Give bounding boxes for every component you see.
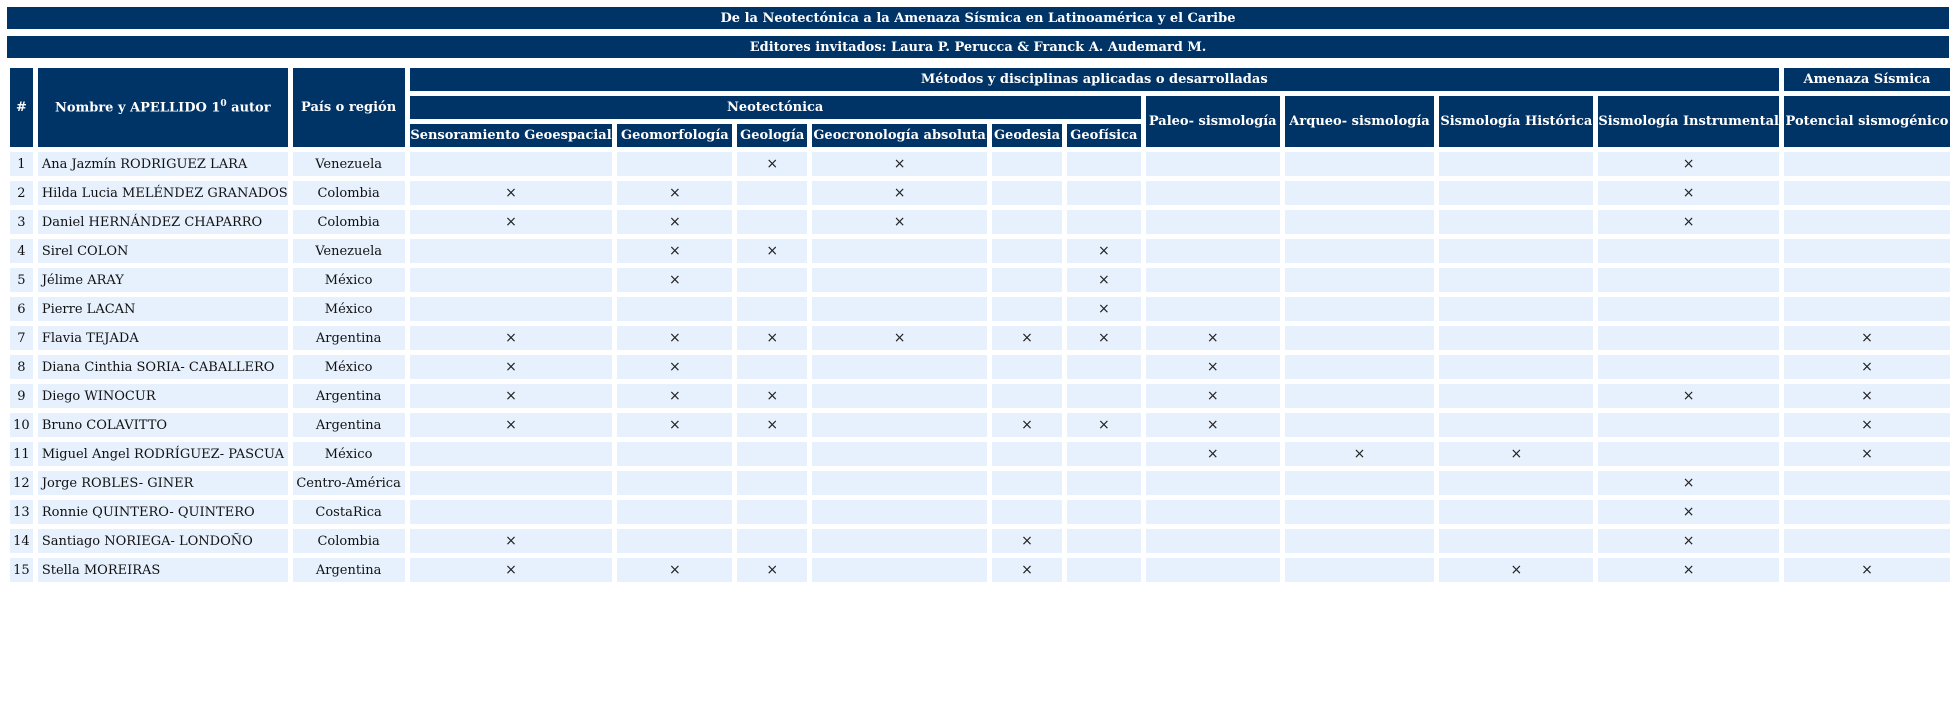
empty-cell bbox=[992, 268, 1062, 292]
table-row bbox=[10, 500, 1950, 524]
check-mark-icon: × bbox=[1067, 326, 1141, 350]
row-number: 14 bbox=[10, 529, 33, 553]
check-mark-icon: × bbox=[1146, 326, 1280, 350]
check-mark-icon: × bbox=[737, 384, 807, 408]
check-mark-icon: × bbox=[617, 558, 732, 582]
empty-cell bbox=[1439, 152, 1593, 176]
empty-cell bbox=[1067, 529, 1141, 553]
check-mark-icon: × bbox=[1067, 297, 1141, 321]
empty-cell bbox=[1598, 239, 1779, 263]
empty-cell bbox=[1285, 239, 1435, 263]
table-row bbox=[10, 326, 1950, 350]
empty-cell bbox=[617, 442, 732, 466]
check-mark-icon: × bbox=[1784, 442, 1950, 466]
header-author-suffix: autor bbox=[226, 100, 271, 116]
empty-cell bbox=[812, 529, 987, 553]
empty-cell bbox=[1067, 500, 1141, 524]
empty-cell bbox=[992, 181, 1062, 205]
check-mark-icon: × bbox=[1439, 558, 1593, 582]
check-mark-icon: × bbox=[617, 239, 732, 263]
check-mark-icon: × bbox=[1598, 471, 1779, 495]
check-mark-icon: × bbox=[1784, 384, 1950, 408]
empty-cell bbox=[992, 210, 1062, 234]
table-row bbox=[10, 297, 1950, 321]
author-country: Colombia bbox=[293, 210, 405, 234]
empty-cell bbox=[1439, 384, 1593, 408]
empty-cell bbox=[1285, 529, 1435, 553]
row-number: 2 bbox=[10, 181, 33, 205]
check-mark-icon: × bbox=[410, 529, 613, 553]
empty-cell bbox=[1784, 181, 1950, 205]
empty-cell bbox=[410, 471, 613, 495]
check-mark-icon: × bbox=[1067, 239, 1141, 263]
check-mark-icon: × bbox=[1784, 355, 1950, 379]
empty-cell bbox=[1146, 471, 1280, 495]
empty-cell bbox=[1285, 413, 1435, 437]
author-name: Ana Jazmín RODRIGUEZ LARA bbox=[38, 152, 288, 176]
row-number: 7 bbox=[10, 326, 33, 350]
empty-cell bbox=[1285, 558, 1435, 582]
check-mark-icon: × bbox=[812, 152, 987, 176]
author-country: Colombia bbox=[293, 181, 405, 205]
check-mark-icon: × bbox=[410, 210, 613, 234]
empty-cell bbox=[992, 297, 1062, 321]
empty-cell bbox=[1598, 355, 1779, 379]
empty-cell bbox=[1285, 326, 1435, 350]
check-mark-icon: × bbox=[1146, 442, 1280, 466]
empty-cell bbox=[1598, 297, 1779, 321]
empty-cell bbox=[1439, 529, 1593, 553]
author-name: Jorge ROBLES- GINER bbox=[38, 471, 288, 495]
empty-cell bbox=[1146, 152, 1280, 176]
empty-cell bbox=[1285, 355, 1435, 379]
empty-cell bbox=[992, 442, 1062, 466]
check-mark-icon: × bbox=[992, 529, 1062, 553]
empty-cell bbox=[812, 355, 987, 379]
check-mark-icon: × bbox=[1439, 442, 1593, 466]
author-name: Sirel COLON bbox=[38, 239, 288, 263]
empty-cell bbox=[1598, 442, 1779, 466]
author-country: Centro-América bbox=[293, 471, 405, 495]
row-number: 5 bbox=[10, 268, 33, 292]
table-row bbox=[10, 442, 1950, 466]
check-mark-icon: × bbox=[617, 413, 732, 437]
author-country: Venezuela bbox=[293, 152, 405, 176]
row-number: 10 bbox=[10, 413, 33, 437]
empty-cell bbox=[617, 500, 732, 524]
row-number: 6 bbox=[10, 297, 33, 321]
header-col-2: Geomorfología bbox=[617, 124, 732, 147]
empty-cell bbox=[812, 297, 987, 321]
empty-cell bbox=[1067, 384, 1141, 408]
empty-cell bbox=[1784, 500, 1950, 524]
empty-cell bbox=[1146, 558, 1280, 582]
empty-cell bbox=[1439, 500, 1593, 524]
check-mark-icon: × bbox=[1067, 268, 1141, 292]
empty-cell bbox=[737, 268, 807, 292]
table-row bbox=[10, 239, 1950, 263]
empty-cell bbox=[737, 210, 807, 234]
row-number: 15 bbox=[10, 558, 33, 582]
check-mark-icon: × bbox=[1598, 152, 1779, 176]
author-country: México bbox=[293, 442, 405, 466]
empty-cell bbox=[1784, 239, 1950, 263]
empty-cell bbox=[410, 500, 613, 524]
check-mark-icon: × bbox=[1598, 384, 1779, 408]
header-col-1: Sensoramiento Geoespacial bbox=[410, 124, 613, 147]
empty-cell bbox=[1285, 268, 1435, 292]
check-mark-icon: × bbox=[410, 326, 613, 350]
empty-cell bbox=[737, 471, 807, 495]
empty-cell bbox=[1598, 326, 1779, 350]
author-name: Bruno COLAVITTO bbox=[38, 413, 288, 437]
empty-cell bbox=[617, 297, 732, 321]
empty-cell bbox=[1285, 210, 1435, 234]
check-mark-icon: × bbox=[1598, 500, 1779, 524]
empty-cell bbox=[1285, 384, 1435, 408]
author-country: Argentina bbox=[293, 384, 405, 408]
check-mark-icon: × bbox=[1146, 413, 1280, 437]
check-mark-icon: × bbox=[1598, 558, 1779, 582]
empty-cell bbox=[1439, 355, 1593, 379]
author-country: Venezuela bbox=[293, 239, 405, 263]
row-number: 8 bbox=[10, 355, 33, 379]
empty-cell bbox=[737, 181, 807, 205]
check-mark-icon: × bbox=[1784, 558, 1950, 582]
empty-cell bbox=[1067, 181, 1141, 205]
empty-cell bbox=[617, 152, 732, 176]
empty-cell bbox=[1146, 268, 1280, 292]
empty-cell bbox=[992, 471, 1062, 495]
check-mark-icon: × bbox=[410, 181, 613, 205]
check-mark-icon: × bbox=[617, 181, 732, 205]
empty-cell bbox=[812, 442, 987, 466]
empty-cell bbox=[812, 239, 987, 263]
check-mark-icon: × bbox=[617, 210, 732, 234]
row-number: 3 bbox=[10, 210, 33, 234]
empty-cell bbox=[410, 239, 613, 263]
empty-cell bbox=[812, 500, 987, 524]
table-row bbox=[10, 558, 1950, 582]
header-col-3: Geología bbox=[737, 124, 807, 147]
check-mark-icon: × bbox=[737, 558, 807, 582]
author-name: Daniel HERNÁNDEZ CHAPARRO bbox=[38, 210, 288, 234]
table-row bbox=[10, 355, 1950, 379]
header-country: País o región bbox=[293, 68, 405, 147]
empty-cell bbox=[1146, 210, 1280, 234]
check-mark-icon: × bbox=[1146, 355, 1280, 379]
empty-cell bbox=[1439, 181, 1593, 205]
table-row bbox=[10, 471, 1950, 495]
empty-cell bbox=[1285, 297, 1435, 321]
check-mark-icon: × bbox=[812, 181, 987, 205]
check-mark-icon: × bbox=[617, 326, 732, 350]
author-country: Argentina bbox=[293, 558, 405, 582]
empty-cell bbox=[812, 268, 987, 292]
empty-cell bbox=[410, 152, 613, 176]
empty-cell bbox=[1439, 210, 1593, 234]
author-country: Argentina bbox=[293, 413, 405, 437]
author-name: Stella MOREIRAS bbox=[38, 558, 288, 582]
header-col-5: Geodesia bbox=[992, 124, 1062, 147]
empty-cell bbox=[1285, 471, 1435, 495]
empty-cell bbox=[992, 239, 1062, 263]
empty-cell bbox=[1439, 413, 1593, 437]
header-col-4: Geocronología absoluta bbox=[812, 124, 987, 147]
empty-cell bbox=[992, 500, 1062, 524]
empty-cell bbox=[812, 471, 987, 495]
empty-cell bbox=[1784, 210, 1950, 234]
empty-cell bbox=[812, 384, 987, 408]
empty-cell bbox=[1067, 558, 1141, 582]
empty-cell bbox=[1439, 326, 1593, 350]
authors-methods-table bbox=[5, 63, 1955, 587]
author-name: Ronnie QUINTERO- QUINTERO bbox=[38, 500, 288, 524]
check-mark-icon: × bbox=[1146, 384, 1280, 408]
empty-cell bbox=[992, 152, 1062, 176]
author-country: CostaRica bbox=[293, 500, 405, 524]
table-row bbox=[10, 413, 1950, 437]
check-mark-icon: × bbox=[617, 384, 732, 408]
author-name: Hilda Lucia MELÉNDEZ GRANADOS bbox=[38, 181, 288, 205]
header-author-label: Nombre y APELLIDO 1 bbox=[54, 100, 221, 116]
empty-cell bbox=[1784, 471, 1950, 495]
empty-cell bbox=[617, 471, 732, 495]
check-mark-icon: × bbox=[737, 239, 807, 263]
table-row bbox=[10, 384, 1950, 408]
table-body bbox=[10, 152, 1950, 582]
empty-cell bbox=[1067, 442, 1141, 466]
empty-cell bbox=[1784, 152, 1950, 176]
row-number: 11 bbox=[10, 442, 33, 466]
check-mark-icon: × bbox=[992, 326, 1062, 350]
empty-cell bbox=[1784, 529, 1950, 553]
author-name: Jélime ARAY bbox=[38, 268, 288, 292]
editors-banner: Editores invitados: Laura P. Perucca & Franck A. Audemard M. bbox=[7, 36, 1949, 58]
empty-cell bbox=[992, 384, 1062, 408]
author-name: Pierre LACAN bbox=[38, 297, 288, 321]
empty-cell bbox=[737, 355, 807, 379]
check-mark-icon: × bbox=[737, 152, 807, 176]
check-mark-icon: × bbox=[812, 210, 987, 234]
empty-cell bbox=[992, 355, 1062, 379]
header-col-11: Potencial sismogénico bbox=[1784, 96, 1950, 147]
header-col-9: Sismología Histórica bbox=[1439, 96, 1593, 147]
check-mark-icon: × bbox=[410, 413, 613, 437]
header-number: # bbox=[10, 68, 33, 147]
header-col-7: Paleo- sismología bbox=[1146, 96, 1280, 147]
header-threat: Amenaza Sísmica bbox=[1784, 68, 1950, 91]
row-number: 12 bbox=[10, 471, 33, 495]
check-mark-icon: × bbox=[737, 326, 807, 350]
empty-cell bbox=[1067, 152, 1141, 176]
empty-cell bbox=[410, 297, 613, 321]
empty-cell bbox=[1067, 355, 1141, 379]
empty-cell bbox=[737, 297, 807, 321]
author-country: México bbox=[293, 355, 405, 379]
author-name: Miguel Angel RODRÍGUEZ- PASCUA bbox=[38, 442, 288, 466]
empty-cell bbox=[737, 529, 807, 553]
empty-cell bbox=[1598, 268, 1779, 292]
empty-cell bbox=[737, 500, 807, 524]
page-title: De la Neotectónica a la Amenaza Sísmica en Latinoamérica y el Caribe bbox=[7, 7, 1949, 29]
header-neotectonica: Neotectónica bbox=[410, 96, 1141, 119]
check-mark-icon: × bbox=[1784, 413, 1950, 437]
author-country: Argentina bbox=[293, 326, 405, 350]
header-author bbox=[38, 68, 288, 147]
empty-cell bbox=[1146, 500, 1280, 524]
author-name: Diana Cinthia SORIA- CABALLERO bbox=[38, 355, 288, 379]
check-mark-icon: × bbox=[1598, 181, 1779, 205]
empty-cell bbox=[1784, 297, 1950, 321]
empty-cell bbox=[812, 558, 987, 582]
empty-cell bbox=[1067, 471, 1141, 495]
empty-cell bbox=[1784, 268, 1950, 292]
check-mark-icon: × bbox=[617, 268, 732, 292]
header-col-6: Geofísica bbox=[1067, 124, 1141, 147]
table-row bbox=[10, 152, 1950, 176]
empty-cell bbox=[1439, 471, 1593, 495]
check-mark-icon: × bbox=[410, 558, 613, 582]
row-number: 1 bbox=[10, 152, 33, 176]
check-mark-icon: × bbox=[410, 384, 613, 408]
header-col-8: Arqueo- sismología bbox=[1285, 96, 1435, 147]
author-country: México bbox=[293, 268, 405, 292]
empty-cell bbox=[737, 442, 807, 466]
empty-cell bbox=[1146, 529, 1280, 553]
empty-cell bbox=[1285, 500, 1435, 524]
empty-cell bbox=[1439, 239, 1593, 263]
empty-cell bbox=[1146, 181, 1280, 205]
empty-cell bbox=[617, 529, 732, 553]
row-number: 9 bbox=[10, 384, 33, 408]
header-author-sup: 0 bbox=[220, 99, 227, 110]
author-name: Santiago NORIEGA- LONDOÑO bbox=[38, 529, 288, 553]
check-mark-icon: × bbox=[992, 413, 1062, 437]
table-row bbox=[10, 181, 1950, 205]
row-number: 13 bbox=[10, 500, 33, 524]
check-mark-icon: × bbox=[410, 355, 613, 379]
table-row bbox=[10, 268, 1950, 292]
check-mark-icon: × bbox=[1285, 442, 1435, 466]
empty-cell bbox=[1439, 297, 1593, 321]
empty-cell bbox=[812, 413, 987, 437]
check-mark-icon: × bbox=[1598, 529, 1779, 553]
check-mark-icon: × bbox=[617, 355, 732, 379]
check-mark-icon: × bbox=[992, 558, 1062, 582]
check-mark-icon: × bbox=[812, 326, 987, 350]
empty-cell bbox=[1146, 297, 1280, 321]
empty-cell bbox=[1067, 210, 1141, 234]
author-name: Flavia TEJADA bbox=[38, 326, 288, 350]
check-mark-icon: × bbox=[1067, 413, 1141, 437]
check-mark-icon: × bbox=[1784, 326, 1950, 350]
empty-cell bbox=[1146, 239, 1280, 263]
author-country: México bbox=[293, 297, 405, 321]
row-number: 4 bbox=[10, 239, 33, 263]
author-country: Colombia bbox=[293, 529, 405, 553]
table-row bbox=[10, 529, 1950, 553]
empty-cell bbox=[1285, 181, 1435, 205]
check-mark-icon: × bbox=[737, 413, 807, 437]
empty-cell bbox=[1439, 268, 1593, 292]
empty-cell bbox=[410, 442, 613, 466]
empty-cell bbox=[1285, 152, 1435, 176]
header-methods: Métodos y disciplinas aplicadas o desarrolladas bbox=[410, 68, 1779, 91]
empty-cell bbox=[1598, 413, 1779, 437]
table-row bbox=[10, 210, 1950, 234]
empty-cell bbox=[410, 268, 613, 292]
check-mark-icon: × bbox=[1598, 210, 1779, 234]
author-name: Diego WINOCUR bbox=[38, 384, 288, 408]
header-col-10: Sismología Instrumental bbox=[1598, 96, 1779, 147]
